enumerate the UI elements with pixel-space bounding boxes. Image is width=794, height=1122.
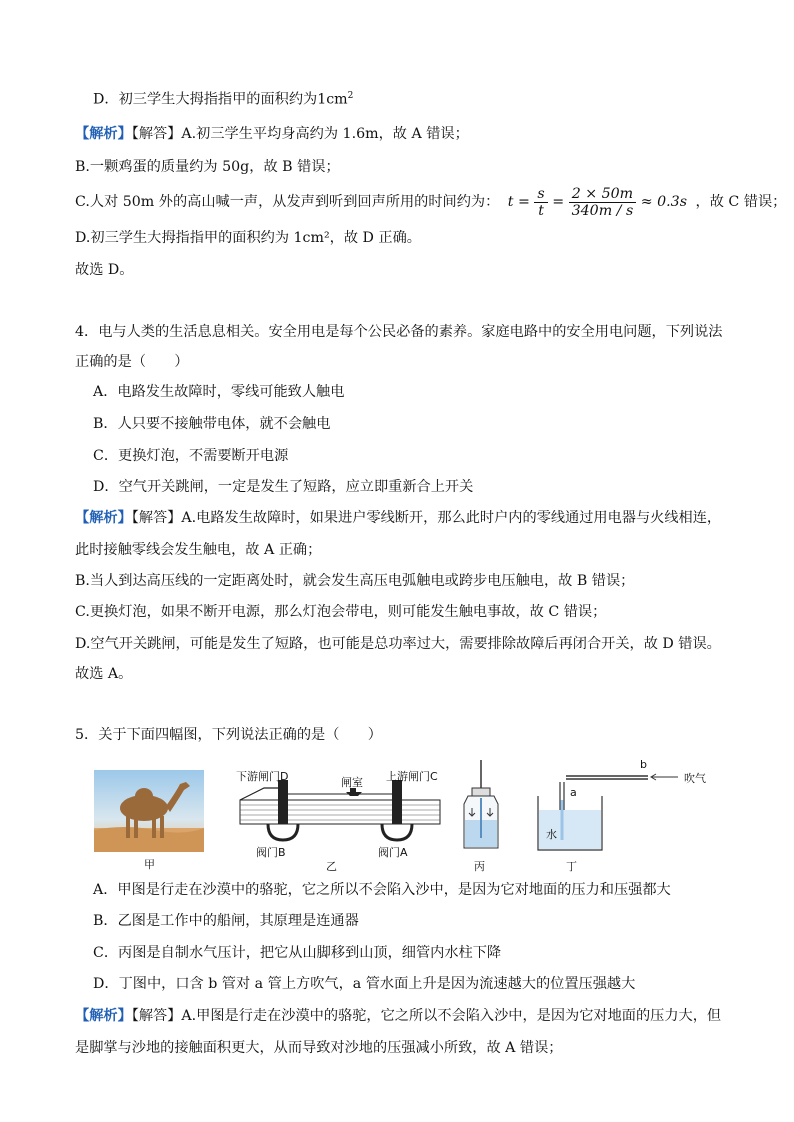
time-formula: t = $\frac{s}{t}$ = $\frac{2 \times 50m}{340m / s}$ ≈ 0.3s — [507, 185, 687, 219]
valve-b-label: 阀门B — [256, 846, 286, 859]
barometer-bottle-figure — [456, 758, 506, 854]
tube-a-label: a — [570, 786, 577, 799]
camel-figure — [94, 770, 204, 852]
q3-solution-line-4: D.初三学生大拇指指甲的面积约为 1cm²，故 D 正确。 — [75, 230, 421, 246]
q4-option-d: D．空气开关跳闸，一定是发生了短路，应立即重新合上开关 — [93, 479, 474, 495]
analysis-tag: 【解析】 — [75, 510, 132, 526]
q4-solution-line-1: 【解析】【解答】A.电路发生故障时，如果进户零线断开，那么此时户内的零线通过用电器与火线相连， — [75, 510, 722, 526]
q5-option-d: D．丁图中，口含 b 管对 a 管上方吹气，a 管水面上升是因为流速越大的位置压强越大 — [93, 976, 636, 992]
q3-solution-line-3: C.人对 50m 外的高山喊一声，从发声到听到回声所用的时间约为： t = $\frac{s}{t}$ = $\frac{2 \times 50m}{340m / s}$ ≈ 0.3s ，故 C 错误； — [75, 185, 787, 219]
water-label: 水 — [546, 828, 557, 841]
up-gate-label: 上游闸门C — [386, 770, 438, 783]
q4-option-a: A．电路发生故障时，零线可能致人触电 — [93, 384, 345, 400]
fig-label-ding: 丁 — [566, 860, 577, 873]
fig-label-yi: 乙 — [326, 860, 337, 873]
option-d-top: D．初三学生大拇指指甲的面积约为$1cm^2$ — [93, 91, 354, 108]
valve-a-label: 阀门A — [378, 846, 408, 859]
fig-label-jia: 甲 — [144, 858, 155, 871]
q3-solution-line-5: 故选 D。 — [75, 262, 134, 278]
q4-stem-1: 4．电与人类的生活息息相关。安全用电是每个公民必备的素养。家庭电路中的安全用电问题，下列说法 — [75, 324, 723, 340]
q5-figures — [88, 758, 708, 873]
q5-solution-line-2: 是脚掌与沙地的接触面积更大，从而导致对沙地的压强减小所致，故 A 错误； — [75, 1040, 563, 1056]
q5-stem: 5．关于下面四幅图，下列说法正确的是（ ） — [75, 727, 382, 743]
down-gate-label: 下游闸门D — [236, 770, 289, 783]
q5-option-b: B．乙图是工作中的船闸，其原理是连通器 — [93, 913, 359, 929]
q4-stem-2: 正确的是（ ） — [75, 354, 189, 370]
q4-option-b: B．人只要不接触带电体，就不会触电 — [93, 416, 331, 432]
fig-label-bing: 丙 — [474, 860, 485, 873]
q3-solution-line-1: 【解析】【解答】A.初三学生平均身高约为 1.6m，故 A 错误； — [75, 126, 469, 142]
tube-b-label: b — [640, 758, 647, 771]
q4-solution-line-6: 故选 A。 — [75, 666, 133, 682]
analysis-tag: 【解析】 — [75, 1008, 132, 1024]
q4-solution-line-2: 此时接触零线会发生触电，故 A 正确； — [75, 542, 322, 558]
q4-solution-line-3: B.当人到达高压线的一定距离处时，就会发生高压电弧触电或跨步电压触电，故 B 错误； — [75, 573, 635, 589]
q5-option-a: A．甲图是行走在沙漠中的骆驼，它之所以不会陷入沙中，是因为它对地面的压力和压强都大 — [93, 882, 671, 898]
q4-option-c: C．更换灯泡，不需要断开电源 — [93, 448, 289, 464]
analysis-tag: 【解析】 — [75, 126, 132, 142]
chamber-label: 闸室 — [341, 776, 363, 789]
q5-solution-line-1: 【解析】【解答】A.甲图是行走在沙漠中的骆驼，它之所以不会陷入沙中，是因为它对地面的压力大，但 — [75, 1008, 722, 1024]
q5-option-c: C．丙图是自制水气压计，把它从山脚移到山顶，细管内水柱下降 — [93, 945, 502, 961]
q4-solution-line-5: D.空气开关跳闸，可能是发生了短路，也可能是总功率过大，需要排除故障后再闭合开关，故 D 错误。 — [75, 636, 721, 652]
q4-solution-line-4: C.更换灯泡，如果不断开电源，那么灯泡会带电，则可能发生触电事故，故 C 错误； — [75, 604, 607, 620]
blow-label: 吹气 — [684, 772, 706, 785]
q3-solution-line-2: B.一颗鸡蛋的质量约为 50g，故 B 错误； — [75, 159, 340, 175]
